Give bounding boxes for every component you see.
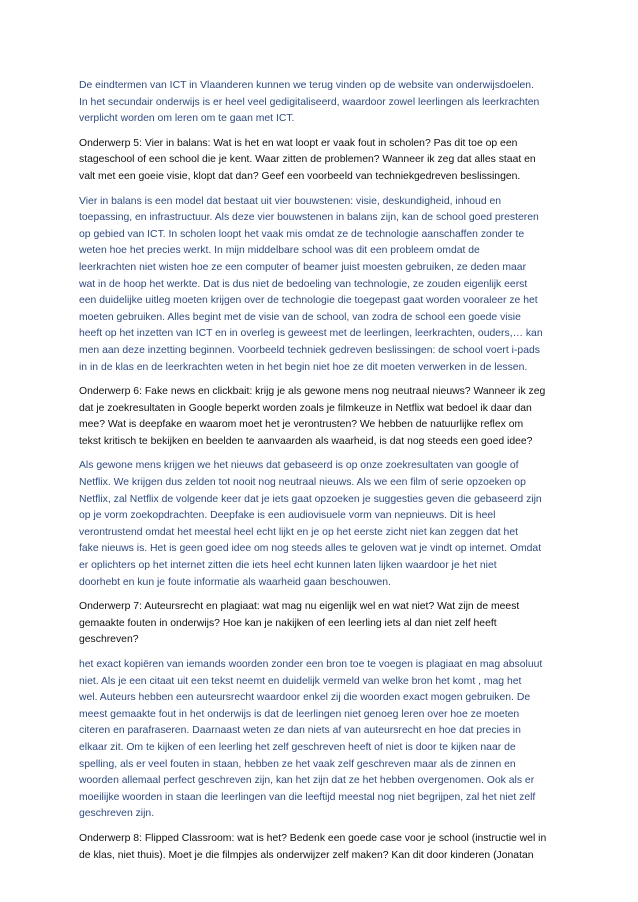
text-line: moeten gebruiken. Alles begint met de visie van de school, van zodra de school een goede visie <box>79 311 521 323</box>
text-line: fake nieuws is. Het is geen goed idee om nog steeds alles te geloven wat je vindt op internet. Omdat <box>79 543 542 555</box>
text-line: weten hoe het precies werkt. In mijn middelbare school was dit een probleem omdat de <box>79 245 480 257</box>
text-line: tekst kritisch te bekijken en beelden te aanvaarden als waarheid, is dat nog steeds een goed idee? <box>79 435 533 447</box>
text-line: er oplichters op het internet zitten die iets heel echt kunnen laten lijken waardoor je het niet <box>79 560 497 572</box>
question-paragraph <box>79 599 566 649</box>
text-line: niet. Als je een citaat uit een tekst neemt en duidelijk vermeld van welke bron het komt , mag het <box>79 675 522 687</box>
text-line: meest gemaakte fout in het onderwijs is dat de leerlingen niet genoeg leren over hoe ze moeten <box>79 708 520 720</box>
answer-paragraph <box>79 194 566 377</box>
text-line: op gebied van ICT. In scholen loopt het vaak mis omdat ze de technologie aanschaffen zonder te <box>79 228 525 240</box>
question-paragraph <box>79 384 566 450</box>
answer-paragraph <box>79 657 566 823</box>
text-line: Vier in balans is een model dat bestaat uit vier bouwstenen: visie, deskundigheid, inhoud en <box>79 195 502 207</box>
text-line: Onderwerp 8: Flipped Classroom: wat is het? Bedenk een goede case voor je school (instructie wel in <box>79 832 547 844</box>
text-line: woorden allemaal perfect geschreven zijn, kan het zijn dat ze het hebben overgenomen. Ook als er <box>79 775 535 787</box>
text-line: wat in de hoop het werkte. Dat is dus niet de bedoeling van technologie, ze zouden eigenlijk eerst <box>79 278 528 290</box>
answer-paragraph <box>79 78 566 128</box>
text-line: Onderwerp 5: Vier in balans: Wat is het en wat loopt er vaak fout in scholen? Pas dit toe op een <box>79 137 518 149</box>
text-line: valt met een goeie visie, klopt dat dan? Geef een voorbeeld van techniekgedreven beslissingen. <box>79 170 521 182</box>
text-line: gemaakte fouten in onderwijs? Hoe kan je nakijken of een leerling iets al dan niet zelf heeft <box>79 617 497 629</box>
text-line: Onderwerp 7: Auteursrecht en plagiaat: wat mag nu eigenlijk wel en wat niet? Wat zijn de meest <box>79 601 520 613</box>
text-line: Als gewone mens krijgen we het nieuws dat gebaseerd is op onze zoekresultaten van google of <box>79 460 519 472</box>
text-line: dat je zoekresultaten in Google beperkt worden zoals je filmkeuze in Netflix wat bedoel ik daar dan <box>79 402 532 414</box>
text-line: geschreven zijn. <box>79 808 155 820</box>
text-line: in in de klas en de leerkrachten weten in het begin niet hoe ze dit moeten verwerken in de lessen. <box>79 361 528 373</box>
text-line: spelling, als er veel fouten in staan, hebben ze het vaak zelf geschreven maar als de zinnen en <box>79 758 516 770</box>
text-line: mee? Wat is deepfake en waarom moet het je verontrusten? We hebben de natuurlijke reflex om <box>79 419 524 431</box>
text-line: wel. Auteurs hebben een auteursrecht waardoor enkel zij die woorden exact mogen gebruiken. De <box>79 692 531 704</box>
text-line: Onderwerp 6: Fake news en clickbait: krijg je als gewone mens nog neutraal nieuws? Wanneer ik zeg <box>79 386 546 398</box>
answer-paragraph <box>79 458 566 591</box>
text-line: het exact kopiëren van iemands woorden zonder een bron toe te voegen is plagiaat en mag absoluut <box>79 659 543 670</box>
text-line: leerkrachten niet wisten hoe ze een computer of beamer juist moesten gebruiken, ze deden maar <box>79 261 527 273</box>
text-line: op je vorm zoekopdrachten. Deepfake is een audiovisuele vorm van nepnieuws. Dit is heel <box>79 510 496 522</box>
text-line: stageschool of een school die je kent. Waar zitten de problemen? Wanneer ik zeg dat alles staat en <box>79 154 536 166</box>
text-line: men aan deze inzetting beginnen. Voorbeeld techniek gedreven beslissingen: de school voert i-pads <box>79 344 540 356</box>
text-line: de klas, niet thuis). Moet je die filmpjes als onderwijzer zelf maken? Kan dit door kinderen (Jonatan <box>79 849 534 861</box>
text-line: elkaar zit. Om te kijken of een leerling het zelf geschreven heeft of niet is door te kijken naar de <box>79 741 516 753</box>
text-line: In het secundair onderwijs is er heel veel gedigitaliseerd, waardoor zowel leerlingen als leerkrachten <box>79 96 540 108</box>
text-line: moeilijke woorden in staan die leerlingen van die leeftijd meestal nog niet begrijpen, zal het niet zelf <box>79 791 536 803</box>
text-line: doorhebt en kun je foute informatie als waarheid gaan beschouwen. <box>79 576 391 588</box>
text-line: De eindtermen van ICT in Vlaanderen kunnen we terug vinden op de website van onderwijsdoelen. <box>79 80 534 91</box>
text-line: toepassing, en infrastructuur. Als deze vier bouwstenen in balans zijn, kan de school goed presteren <box>79 212 539 224</box>
text-line: Netflix. We krijgen dus zelden tot nooit nog neutraal nieuws. Als we een film of serie opzoeken op <box>79 477 526 489</box>
text-line: verontrustend omdat het meestal heel echt lijkt en je op het eerste zicht niet kan zeggen dat het <box>79 526 518 538</box>
text-line: heeft op het inzetten van ICT en in overleg is geweest met de leerlingen, leerkrachten, ouders,… kan <box>79 328 543 340</box>
text-line: citeren en parafraseren. Daarnaast weten ze dan niets af van auteursrecht en hoe dat precies in <box>79 725 521 737</box>
question-paragraph <box>79 136 566 186</box>
text-line: verplicht worden om leren om te gaan met ICT. <box>79 113 295 125</box>
text-line: een duidelijke uitleg moeten krijgen over de technologie die toegepast gaat worden vooraleer ze het <box>79 295 538 307</box>
question-paragraph <box>79 831 566 864</box>
text-line: geschreven? <box>79 634 139 646</box>
text-line: Netflix, zal Netflix de volgende keer dat je iets gaat opzoeken je suggesties geven die gebaseerd zijn <box>79 493 542 505</box>
